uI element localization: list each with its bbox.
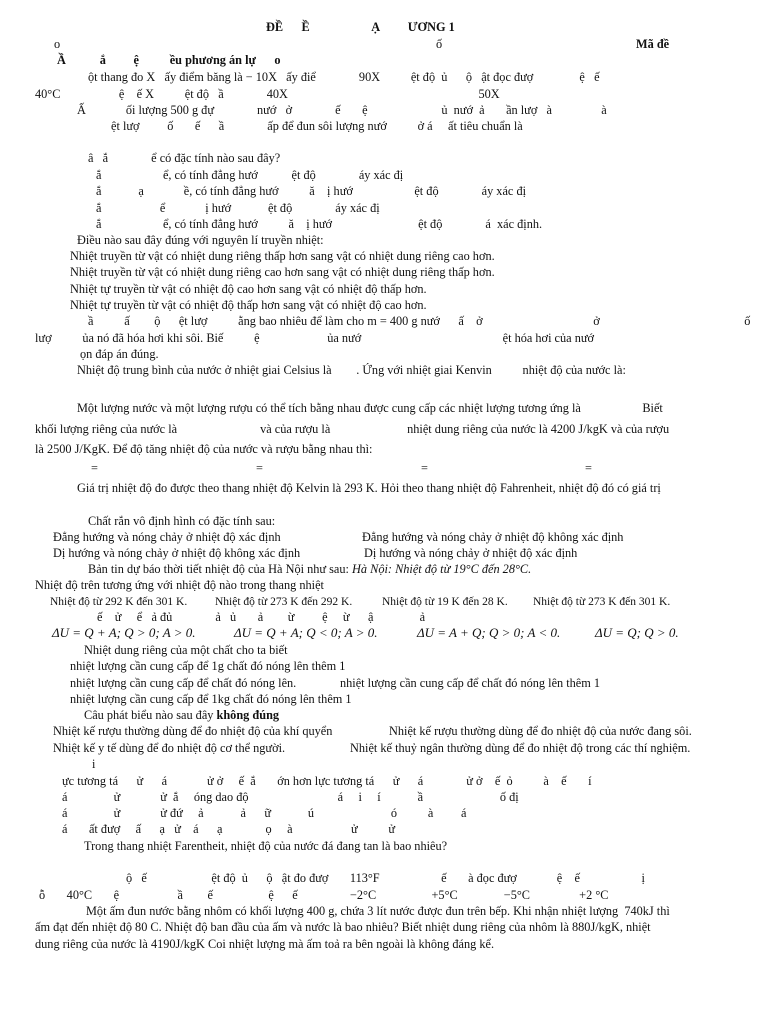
q3-stem-text: Điều nào sau đây đúng với nguyên lí truyền nhiệt: [77,233,324,247]
q12-stem-emphasis: không đúng [216,708,280,722]
q2-option-c[interactable]: ắ ể ị hướ ệt độ áy xác đị [96,201,380,215]
page-title: ĐỀ Ề Ạ ƯƠNG 1 [266,20,455,34]
q6-option-a[interactable]: = [91,461,98,475]
q13-option-b[interactable]: á ử ử ắ óng dao độ á i í ầ ố đị [62,790,519,804]
q11-option-b[interactable]: nhiệt lượng cần cung cấp để chất đó nóng lên. [70,676,297,690]
q6-line-3: là 2500 J/KgK. Để độ tăng nhiệt độ của nước và rượu bằng nhau thì: [35,442,373,456]
q12-stem [84,707,279,723]
q8-option-b[interactable]: Đẳng hướng và nóng chảy ở nhiệt độ không xác định [362,530,624,544]
q9-option-b[interactable]: Nhiệt độ từ 273 K đến 292 K. [215,596,353,608]
q9-line-2: Nhiệt độ trên tương ứng với nhiệt độ nào trong thang nhiệt [35,578,324,592]
q4-line-2: lượ ủa nó đã hóa hơi khi sôi. Biế ệ ủa nướ ệt hóa hơi của nướ [35,331,595,345]
q4-line-1: ầ ấ ộ ệt lượ ằng bao nhiêu để làm cho m = 400 g nướ ấ ở ở ố [88,314,751,328]
q11-option-a[interactable]: nhiệt lượng cần cung cấp để 1g chất đó nóng lên thêm 1 [70,659,346,673]
exam-code-label: Mã đề [636,37,670,51]
q9-option-a[interactable]: Nhiệt độ từ 292 K đến 301 K. [50,596,188,608]
q3-option-b[interactable]: Nhiệt truyền từ vật có nhiệt dung riêng cao hơn sang vật có nhiệt dung riêng thấp hơn. [70,265,495,279]
q3-stem [77,232,324,248]
q2-stem: â ắ ể có đặc tính nào sau đây? [88,151,281,165]
q13-option-d[interactable]: á ất đượ ấ ạ ử á ạ ọ à ử ử [62,822,396,836]
q11-option-d[interactable]: nhiệt lượng cần cung cấp để 1kg chất đó nóng lên thêm 1 [70,692,352,706]
q13-stem: i [92,757,96,771]
q10-option-a[interactable]: ΔU = Q + A; Q > 0; A > 0. [52,625,196,640]
q1-line-2: 40°C ệ ế X ệt độ ầ 40X 50X [35,87,500,101]
q2-option-b[interactable]: ắ ạ ề, có tính đẳng hướ ă ị hướ ệt độ áy xác đị [96,184,527,198]
q2-option-a[interactable]: ắ ể, có tính đẳng hướ ệt độ áy xác đị [96,168,404,182]
q16-line-3: dung riêng của nước là 4190J/kgK Coi nhiệt lượng mà ấm toả ra bên ngoài là không đáng kể. [35,937,495,951]
header-score-line: ố [436,37,443,51]
q8-stem: Chất rắn vô định hình có đặc tính sau: [88,514,276,528]
q12-option-c[interactable]: Nhiệt kế y tế dùng để đo nhiệt độ cơ thể người. [53,741,286,755]
q9-stem-text: Bản tin dự báo thời tiết nhiệt độ của Hà Nội như sau: [88,562,353,576]
q16-line-1: Một ấm đun nước bằng nhôm có khối lượng 400 g, chứa 3 lít nước được đun trên bếp. Khi nhận nhiệt lượng 740kJ thì [86,904,670,918]
q13-option-a[interactable]: ực tương tá ử á ử ở ế ắ ớn hơn lực tương tá ử á ử ở ế ỏ à ế í [62,774,592,788]
q9-forecast-text: Hà Nội: Nhiệt độ từ 19°C đến 28°C. [352,562,532,576]
q15-line-2: ỗ 40°C ệ ầ ế ệ ế −2°C +5°C −5°C +2 °C [39,888,609,902]
q8-option-a[interactable]: Đẳng hướng và nóng chảy ở nhiệt độ xác định [53,530,281,544]
q6-option-d[interactable]: = [585,461,592,475]
q3-option-a[interactable]: Nhiệt truyền từ vật có nhiệt dung riêng thấp hơn sang vật có nhiệt dung riêng cao hơn. [70,249,495,263]
q1b-line-1: Ấ ối lượng 500 g đự nướ ở ế ệ ủ nướ ả ần lượ à à [77,103,607,117]
q11-option-c[interactable]: nhiệt lượng cần cung cấp để chất đó nóng lên thêm 1 [340,676,601,690]
q6-line-1: Một lượng nước và một lượng rượu có thể tích bằng nhau được cung cấp các nhiệt lượng tương ứng là Biết [77,401,663,415]
q4-line-3: ọn đáp án đúng. [80,347,159,361]
q14-stem: Trong thang nhiệt Farentheit, nhiệt độ của nước đá đang tan là bao nhiêu? [84,839,448,853]
q10-stem: ế ử ể ả đủ ả ủ ả ừ ệ ừ ậ ả [97,610,426,624]
instructions-heading: Ầ ắ ệ ều phương án lự o [57,53,281,67]
header-school-line: o [54,37,61,51]
q8-option-d[interactable]: Dị hướng và nóng chảy ở nhiệt độ xác định [364,546,578,560]
q9-option-c[interactable]: Nhiệt độ từ 19 K đến 28 K. [382,596,508,608]
q12-stem-text: Câu phát biểu nào sau đây [84,708,217,722]
q6-line-2: khối lượng riêng của nước là và của rượu là nhiệt dung riêng của nước là 4200 J/kgK và của rượu [35,422,670,436]
q7-stem: Giá trị nhiệt độ đo được theo thang nhiệt độ Kelvin là 293 K. Hỏi theo thang nhiệt độ Fahrenheit, nhiệt độ đó có giá trị [77,481,661,495]
q15-line-1: ộ ế ệt độ ủ ộ ật đo đượ 113°F ế à đọc đượ ệ ế ị [126,871,645,885]
q6-option-b[interactable]: = [256,461,263,475]
q3-option-c[interactable]: Nhiệt tự truyền từ vật có nhiệt độ cao hơn sang vật có nhiệt độ thấp hơn. [70,282,427,296]
q12-option-b[interactable]: Nhiệt kế rượu thường dùng để đo nhiệt độ của nước đang sôi. [389,724,692,738]
q3-option-d[interactable]: Nhiệt tự truyền từ vật có nhiệt độ thấp hơn sang vật có nhiệt độ cao hơn. [70,298,427,312]
q8-option-c[interactable]: Dị hướng và nóng chảy ở nhiệt độ không xác định [53,546,301,560]
q12-option-a[interactable]: Nhiệt kế rượu thường dùng để đo nhiệt độ của khí quyển [53,724,333,738]
q12-option-d[interactable]: Nhiệt kế thuỷ ngân thường dùng để đo nhiệt độ trong các thí nghiệm. [350,741,691,755]
q16-line-2: ấm đạt đến nhiệt độ 80 C. Nhiệt độ ban đầu của ấm và nước là bao nhiêu? Biết nhiệt dung riêng của nhôm là 880J/kgK, nhiệt [35,920,651,934]
q10-option-d[interactable]: ΔU = Q; Q > 0. [595,625,679,640]
q6-option-c[interactable]: = [421,461,428,475]
q10-option-c[interactable]: ΔU = A + Q; Q > 0; A < 0. [417,625,561,640]
q1-line-1: ột thang đo X ấy điểm băng là − 10X ấy điể 90X ệt độ ủ ộ ật đọc đượ ệ ế [88,70,600,84]
q9-option-d[interactable]: Nhiệt độ từ 273 K đến 301 K. [533,596,671,608]
q1b-line-2: ệt lượ ố ế ầ ấp để đun sôi lượng nướ ở á ất tiêu chuẩn là [111,119,523,133]
q5-stem: Nhiệt độ trung bình của nước ở nhiệt giai Celsius là . Ứng với nhiệt giai Kenvin nhiệt độ của nước là: [77,363,626,377]
q9-stem [88,561,531,577]
q10-option-b[interactable]: ΔU = Q + A; Q < 0; A > 0. [234,625,378,640]
q13-option-c[interactable]: á ử ử đứ ả ả ữ ú ó à á [62,806,467,820]
q2-option-d[interactable]: ắ ể, có tính đẳng hướ ă ị hướ ệt độ á xác định. [96,217,543,231]
q11-stem: Nhiệt dung riêng của một chất cho ta biết [84,643,288,657]
